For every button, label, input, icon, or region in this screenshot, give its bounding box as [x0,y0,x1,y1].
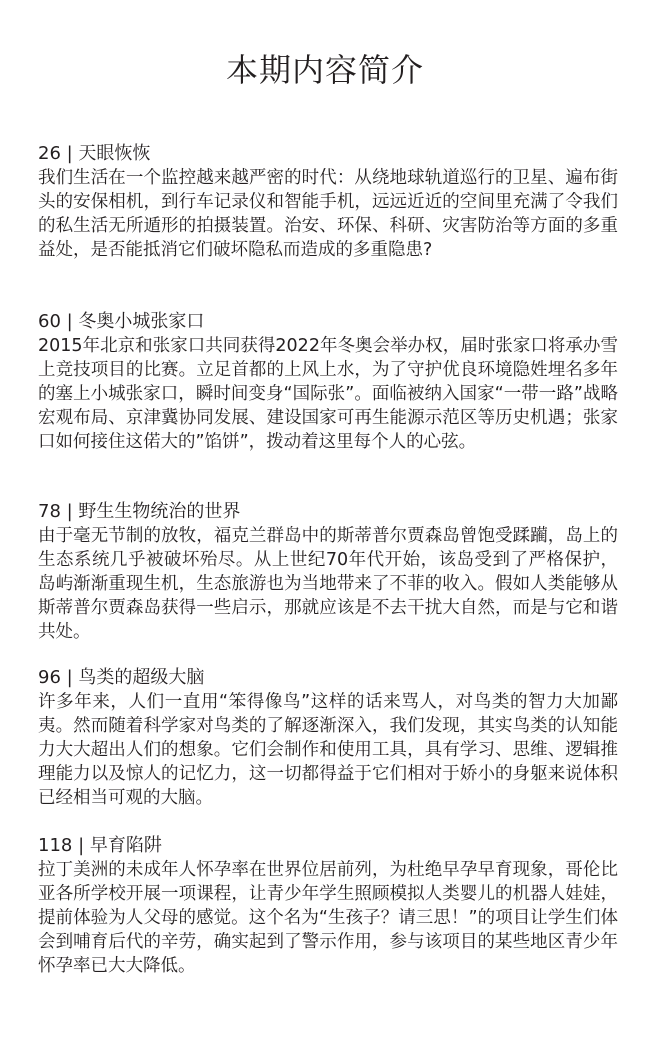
article-item [38,142,618,262]
article-item [38,500,618,644]
page-title: 本期内容简介 [225,51,424,89]
article-body: 2015年北京和张家口共同获得2022年冬奥会举办权，届时张家口将承办雪上竞技项目的比赛。立足首都的上风上水，为了守护优良环境隐姓埋名多年的塞上小城张家口，瞬时间变身“国际张”。面临被纳入国家“一带一路”战略宏观布局、京津冀协同发展、建设国家可再生能源示范区等历史机遇；张家口如何接住这偌大的”馅饼”，拨动着这里每个人的心弦。 [38,336,618,452]
article-body: 拉丁美洲的未成年人怀孕率在世界位居前列，为杜绝早孕早育现象，哥伦比亚各所学校开展一项课程，让青少年学生照顾模拟人类婴儿的机器人娃娃，提前体验为人父母的感觉。这个名为“生孩子？请三思！”的项目让学生们体会到哺育后代的辛劳，确实起到了警示作用，参与该项目的某些地区青少年怀孕率已大大降低。 [38,860,618,976]
article-body: 由于毫无节制的放牧，福克兰群岛中的斯蒂普尔贾森岛曾饱受蹂躏，岛上的生态系统几乎被破坏殆尽。从上世纪70年代开始，该岛受到了严格保护，岛屿渐渐重现生机，生态旅游也为当地带来了不菲的收入。假如人类能够从斯蒂普尔贾森岛获得一些启示，那就应该是不去干扰大自然，而是与它和谐共处。 [38,526,618,642]
article-item [38,666,618,810]
article-heading: 26 | 天眼恢恢 [38,143,151,164]
article-body: 许多年来，人们一直用“笨得像鸟”这样的话来骂人，对鸟类的智力大加鄙夷。然而随着科学家对鸟类的了解逐渐深入，我们发现，其实鸟类的认知能力大大超出人们的想象。它们会制作和使用工具，具有学习、思维、逻辑推理能力以及惊人的记忆力，这一切都得益于它们相对于娇小的身躯来说体积已经相当可观的大脑。 [38,692,618,808]
article-heading: 118 | 早育陷阱 [38,835,162,856]
article-heading: 96 | 鸟类的超级大脑 [38,667,205,688]
article-item [38,310,618,454]
article-body: 我们生活在一个监控越来越严密的时代：从绕地球轨道巡行的卫星、遍布街头的安保相机，到行车记录仪和智能手机，远远近近的空间里充满了令我们的私生活无所遁形的拍摄装置。治安、环保、科研、灾害防治等方面的多重益处，是否能抵消它们破坏隐私而造成的多重隐患? [38,168,618,260]
article-item [38,834,618,978]
article-heading: 78 | 野生生物统治的世界 [38,501,241,522]
article-heading: 60 | 冬奥小城张家口 [38,311,205,332]
